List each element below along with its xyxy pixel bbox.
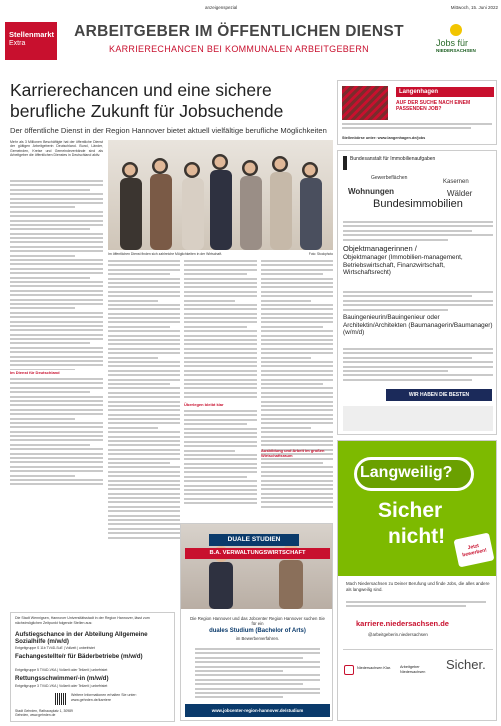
ad-bima[interactable] <box>337 150 497 435</box>
ad-gehrden-intro: Die Stadt Wennigsen, Hannover Universitätsstadt in der Region Hannover, lässt zum nächstmöglichen Zeitpunkt folgende Stellen aus: <box>15 616 150 625</box>
header-title: ARBEITGEBER IM ÖFFENTLICHEN DIENST <box>74 23 404 40</box>
ad-dual-title: B.A. VERWALTUNGSWIRTSCHAFT <box>185 548 330 559</box>
brand-line2: Extra <box>9 40 26 47</box>
ad-ns-state: Niedersachsen Klar. <box>357 666 391 670</box>
ad-bima-text <box>343 348 493 383</box>
eagle-icon <box>343 156 347 170</box>
ad-ns-line2: Sicher <box>378 499 443 522</box>
ad-gehrden-job3: Rettungsschwimmer/-in (m/w/d) <box>15 675 109 682</box>
ad-gehrden[interactable] <box>10 612 175 722</box>
article-column-2 <box>108 260 180 610</box>
ad-ns-lines <box>346 601 486 610</box>
ad-gehrden-job1-sub: Entgeltgruppe S 11b TVöD-SuE | Vollzeit | unbefristet <box>15 646 95 650</box>
ad-dual-text: Die Region Hannover und das Jobcenter Region Hannover suchen Sie für ein <box>190 616 325 627</box>
article-text-block <box>184 410 257 510</box>
word-waelder: Wälder <box>447 189 473 198</box>
article-text-block <box>184 260 257 400</box>
article-text-block <box>10 378 103 488</box>
ad-ns-badge[interactable]: Jetzt bewerben! <box>453 533 494 568</box>
ad-dual-course: duales Studium (Bachelor of Arts) <box>209 628 306 634</box>
ad-ns-banner <box>338 441 497 576</box>
ad-dual-course2: im Bewerberverfahren. <box>235 636 280 641</box>
ad-gehrden-more[interactable]: Weitere Informationen erhalten Sie unter: www.gehrden.de/karriere <box>71 693 137 702</box>
photo-caption: Im öffentlichen Dienst finden sich zahlreiche Möglichkeiten in der Wirtschaft. <box>108 252 223 256</box>
word-bundesimmobilien: Bundesimmobilien <box>373 198 463 210</box>
ad-ns-brand: Sicher. <box>446 657 486 672</box>
subhead-dienst: Im Dienst für Deutschland <box>10 370 60 375</box>
ad-ns-footer: Arbeitgeber Niedersachsen <box>400 665 426 674</box>
ad-bima-wordcloud <box>343 173 493 215</box>
subhead-ueberlegen: Überlegen bleibt klar <box>184 402 224 407</box>
ad-gehrden-job2: Fachangestellte/r für Bäderbetriebe (m/w/d) <box>15 653 143 660</box>
ad-langenhagen-tagline: AUF DER SUCHE NACH EINEM PASSENDEN JOB? <box>396 100 471 112</box>
ad-bima-footer <box>343 406 493 431</box>
ad-gehrden-address: Stadt Gehrden, Rathausplatz 1, 30989 Gehrden, www.gehrden.de <box>15 709 73 718</box>
ad-ns-line3: nicht! <box>388 525 446 548</box>
article-lead: Der öffentliche Dienst in der Region Hannover bietet aktuell vielfältige berufliche Möglichkeiten <box>10 126 327 135</box>
ad-langenhagen[interactable] <box>337 80 497 145</box>
ad-ns-url[interactable]: karriere.niedersachsen.de <box>356 619 449 628</box>
ad-dual-studium[interactable] <box>180 523 333 721</box>
ad-gehrden-job1: Aufstiegschance in der Abteilung Allgemeine Sozialhilfe (m/w/d) <box>15 631 148 645</box>
ad-bima-name: Bundesanstalt für Immobilienaufgaben <box>350 156 436 162</box>
ad-ns-line1: Langweilig? <box>360 464 453 481</box>
word-kasernen: Kasernen <box>443 179 469 185</box>
ad-bima-job1-detail: Objektmanager (Immobilien-management, Betriebswirtschaft, Finanzwirtschaft, Wirtschaftsrecht) <box>343 254 463 277</box>
team-photo-people <box>108 140 333 250</box>
jobs-logo-line1: Jobs für <box>436 38 469 48</box>
horse-icon <box>344 665 354 675</box>
word-wohnungen: Wohnungen <box>348 187 395 196</box>
jobs-logo <box>430 24 498 60</box>
ad-bima-text <box>343 291 493 313</box>
jobs-logo-line2: NIEDERSACHSEN <box>436 48 476 53</box>
ad-dual-label: DUALE STUDIEN <box>209 534 299 546</box>
ad-langenhagen-company: Langenhagen <box>396 87 494 97</box>
divider <box>343 649 493 650</box>
article-column-4 <box>261 260 333 515</box>
ad-gehrden-job3-sub: Entgeltgruppe 3 TVöD-VKA | Vollzeit oder Teilzeit | unbefristet <box>15 684 108 688</box>
article-column-1 <box>10 140 103 610</box>
photo-credit: Foto: Stockphoto <box>308 252 333 256</box>
ad-ns-text: Mach Niedersachsen zu Deiner Berufung und finde Jobs, die alles andere als langweilig sind. <box>346 581 490 592</box>
ad-langenhagen-link[interactable]: Stellenbörse unter: www.langenhagen.de/jobs <box>342 136 426 140</box>
article-title-line2: berufliche Zukunft für Jobsuchende <box>10 101 284 121</box>
issue-date: Mittwoch, 15. Juni 2022 <box>450 5 498 10</box>
ad-gehrden-job2-sub: Entgeltgruppe 5 TVöD-VKA | Vollzeit oder Teilzeit | unbefristet <box>15 668 108 672</box>
ad-dual-lines <box>195 648 320 701</box>
team-photo <box>108 140 333 250</box>
article-title <box>10 80 330 122</box>
article-text-block <box>10 180 103 370</box>
ad-bima-job1: Objektmanagerinnen / <box>343 244 417 253</box>
ad-bima-cta[interactable]: WIR HABEN DIE BESTEN <box>386 389 492 401</box>
brand-line1: Stellenmarkt <box>9 30 55 39</box>
article-intro: Mehr als 3 Millionen Beschäftigte hat der öffentliche Dienst der gültigen Arbeitgeberin Deutschland. Bund, Länder, Gemeinden, Kreise und Gemeindeverbände sind als Arbeitgeber die öffentlichen Dienstes in Deutschland aktiv. <box>10 140 103 158</box>
section-label: anzeigenspezial <box>205 5 238 10</box>
ad-bima-intro <box>343 221 493 243</box>
subhead-ausbildung: Ausbildung und Arbeit im großen Wirtschaftsraum <box>261 448 325 458</box>
article-title-line1: Karrierechancen und eine sichere <box>10 80 272 100</box>
word-gewerbe: Gewerbeflächen <box>371 175 408 181</box>
ad-niedersachsen[interactable] <box>337 440 497 721</box>
ad-langenhagen-image <box>342 86 388 120</box>
header-subtitle: KARRIERECHANCEN BEI KOMMUNALEN ARBEITGEBERN <box>109 44 369 54</box>
brand-block <box>5 22 57 60</box>
qr-code-icon <box>55 693 67 705</box>
ad-langenhagen-text <box>342 123 492 132</box>
ad-ns-handle[interactable]: @arbeitgeberin.niedersachsen <box>368 632 428 637</box>
ad-dual-url[interactable]: www.jobcenter-region-hannover.de/studium <box>185 704 330 717</box>
sun-icon <box>450 24 462 36</box>
ad-bima-job2: Bauingenieurin/Bauingenieur oder Architektin/Architekten (Baumanagerin/Baumanager) (w/m/d) <box>343 314 493 337</box>
article-column-3 <box>184 260 257 515</box>
